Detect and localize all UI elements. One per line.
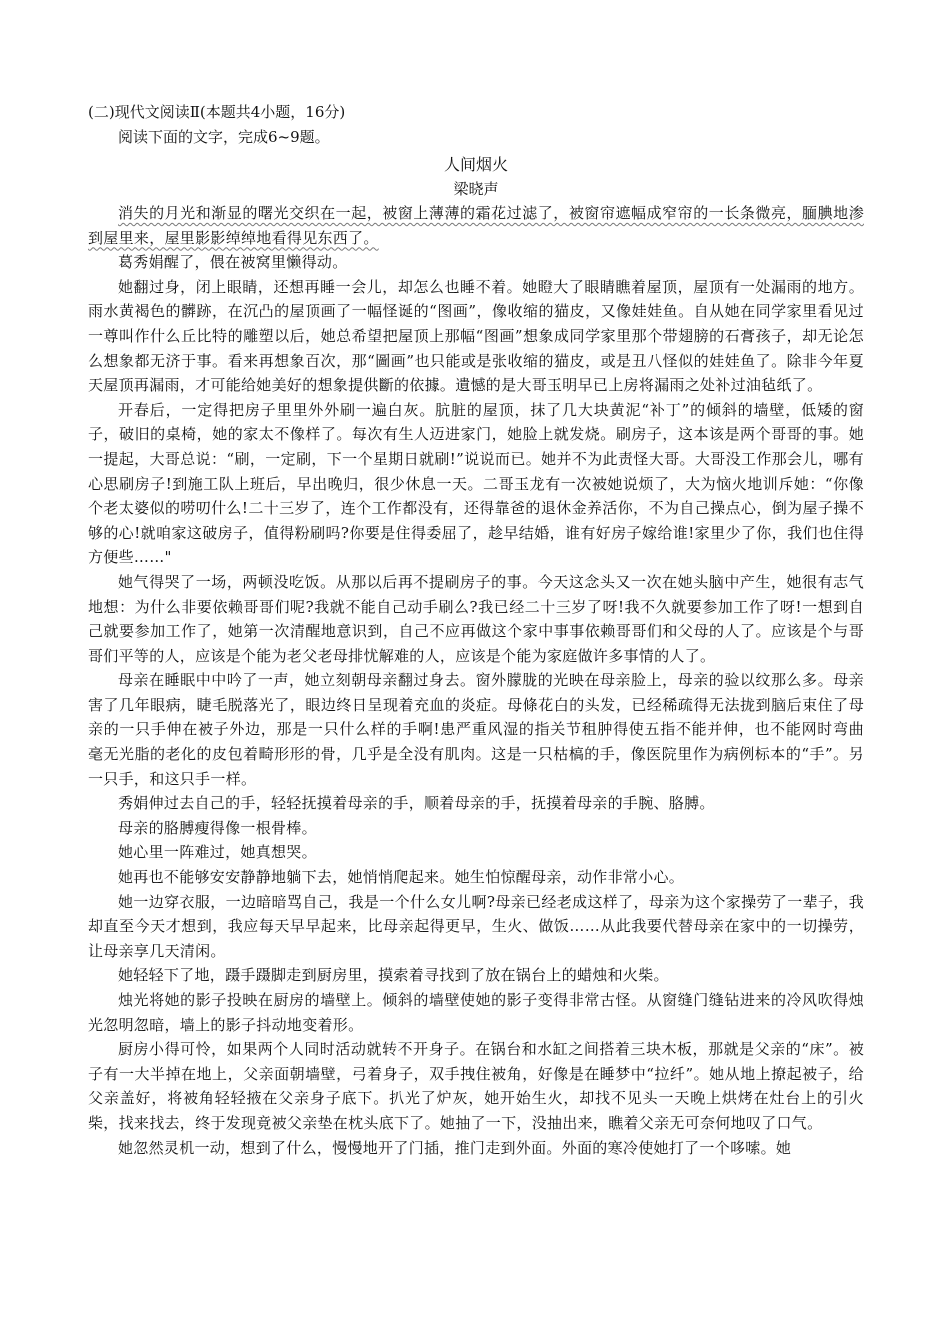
story-author: 梁晓声 xyxy=(453,180,499,198)
paragraph: 她气得哭了一场，两顿没吃饭。从那以后再不提刷房子的事。今天这念头又一次在她头脑中产生，她很有志气地想：为什么非要依赖哥哥们呢?我就不能自己动手刷么?我已经二十三岁了呀!我不久就要参加工作了呀!一想到自己就要参加工作了，她第一次清醒地意识到，自己不应再做这个家中事事依赖哥哥们和父母的人了。应该是个与哥哥们平等的人，应该是个能为老父老母排忧解难的人，应该是个能为家庭做许多事情的人了。 xyxy=(88,572,864,665)
paragraph: 葛秀娟醒了，偎在被窝里懒得动。 xyxy=(118,253,348,272)
paragraph: 厨房小得可怜，如果两个人同时活动就转不开身子。在锅台和水缸之间搭着三块木板，那就是父亲的“床”。被子有一大半掉在地上，父亲面朝墙壁，弓着身子，双手拽住被角，好像是在睡梦中“拉纤”。她从地上撩起被子，给父亲盖好，将被角轻轻掖在父亲身子底下。扒光了炉灰，她开始生火，却找不见头一天晚上烘烤在灶台上的引火柴，找来找去，终于发现竟被父亲垫在枕头底下了。她抽了一下，没抽出来，瞧着父亲无可奈何地叹了口气。 xyxy=(88,1040,864,1132)
paragraph: 烛光将她的影子投映在厨房的墙壁上。倾斜的墙壁使她的影子变得非常古怪。从窗缝门缝钻进来的冷风吹得烛光忽明忽暗，墙上的影子抖动地变着形。 xyxy=(88,991,864,1034)
paragraph: 秀娟伸过去自己的手，轻轻抚摸着母亲的手，顺着母亲的手，抚摸着母亲的手腕、胳膊。 xyxy=(118,794,715,813)
paragraph: 母亲在睡眠中中吟了一声，她立刻朝母亲翻过身去。窗外朦胧的光映在母亲脸上，母亲的验以纹那么多。母亲害了几年眼病，睫毛脱落光了，眼边终日呈现着充血的炎症。母條花白的头发，已经稀疏得无法拢到脑后束住了母亲的一只手伸在被子外边，那是一只什么样的手啊!患严重风湿的指关节租肿得使五指不能并伸，也不能网时弯曲 毫无光脂的老化的皮包着畸形形的骨，几乎是全没有肌肉。这是一只枯槁的手，像医院里作为病例标本的“手”。另一只手，和这只手一样。 xyxy=(88,671,864,788)
wavy-underlined-passage: 消失的月光和渐显的曙光交织在一起，被窗上薄薄的霜花过滤了，被窗帘遮幅成窄帘的一长条微亮，腼腆地渗到屋里来，屋里影影绰绰地看得见东西了。 xyxy=(88,204,864,247)
paragraph: 她翻过身，闭上眼睛，还想再睡一会儿，却怎么也睡不着。她瞪大了眼睛瞧着屋顶，屋顶有一处漏雨的地方。雨水黄褐色的髒跡，在沉凸的屋顶画了一幅怪诞的“图画”，像收缩的猫皮，又像娃娃鱼。自从她在同学家里看见过一尊叫作什么丘比特的雕塑以后，她总希望把屋顶上那幅“图画”想象成同学家里那个带翅膀的石膏孩子，却无论怎么想象都无济于事。看来再想象百次，那“圖画”也只能或是张收缩的猫皮，或是丑八怪似的娃娃鱼了。除非今年夏天屋顶再漏雨，才可能给她美好的想象提供斷的依據。遺憾的是大哥玉明早已上房将漏雨之处补过油毡纸了。 xyxy=(88,277,864,395)
paragraph: 她忽然灵机一动，想到了什么，慢慢地开了门插，推门走到外面。外面的寒冷使她打了一个哆嗦。她 xyxy=(118,1138,792,1157)
instruction: 阅读下面的文字，完成6~9题。 xyxy=(118,128,330,146)
story-title: 人间烟火 xyxy=(443,155,508,174)
paragraph: 她轻轻下了地，蹑手蹑脚走到厨房里，摸索着寻找到了放在锅台上的蜡烛和火柴。 xyxy=(118,966,669,985)
paragraph: 母亲的胳膊瘦得像一根骨棒。 xyxy=(118,818,317,837)
section-heading: (二)现代文阅读Ⅱ(本题共4小题，16分) xyxy=(88,103,346,121)
document-page xyxy=(88,100,864,1160)
paragraph: 她心里一阵难过，她真想哭。 xyxy=(118,843,317,862)
paragraph: 开春后，一定得把房子里里外外刷一遍白灰。肮脏的屋顶，抹了几大块黄泥“补丁”的倾斜的墙壁，低矮的窗子，破旧的桌椅，她的家太不像样了。每次有生人迈进家门，她脸上就发烧。刷房子，这本该是两个哥哥的事。她一提起，大哥总说：“刷，一定刷，下一个星期日就刷!”说说而已。她并不为此责怪大哥。大哥没工作那会儿，哪有心思刷房子!到施工队上班后，早出晚归，很少休息一天。二哥玉龙有一次被她说烦了，大为恼火地训斥她：“你像个老太婆似的唠叨什么!二十三岁了，连个工作都没有，还得靠爸的退休金养活你，不为自己操点心，倒为屋子操不够的心!就咱家这破房子，值得粉刷吗?你要是住得委屈了，趁早结婚，谁有好房子嫁给谁!家里少了你，我们也住得方便些……" xyxy=(88,400,864,567)
paragraph: 她一边穿衣服，一边暗暗骂自己，我是一个什么女儿啊?母亲已经老成这样了，母亲为这个家操劳了一辈子，我却直至今天才想到，我应每天早早起来，比母亲起得更早，生火、做饭……从此我要代替母亲在家中的一切操劳，让母亲享几天清闲。 xyxy=(88,892,864,960)
paragraph: 她再也不能够安安静静地躺下去，她悄悄爬起来。她生怕惊醒母亲，动作非常小心。 xyxy=(118,868,685,887)
paragraph xyxy=(88,201,864,250)
